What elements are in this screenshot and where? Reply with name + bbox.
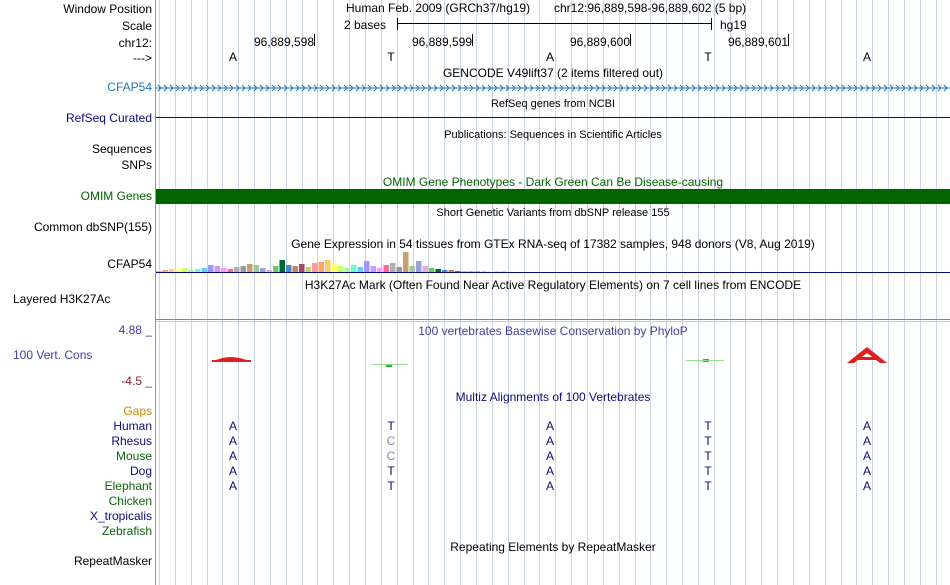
gtex-tissue-bar <box>494 271 500 272</box>
gtex-tissue-bar <box>390 263 396 272</box>
ref-base: A <box>545 50 554 64</box>
gtex-tissue-bar <box>364 261 370 272</box>
repeatmasker-track-title: Repeating Elements by RepeatMasker <box>450 540 656 554</box>
gtex-tissue-bar <box>293 266 299 272</box>
track-label-snps[interactable]: SNPs <box>121 158 152 172</box>
coord-tick-4 <box>788 34 789 46</box>
scale-bar-right-tick <box>711 18 712 30</box>
gtex-tissue-bar <box>208 265 214 272</box>
refseq-track-title: RefSeq genes from NCBI <box>490 98 616 110</box>
gtex-tissue-bar <box>195 269 201 272</box>
alignment-base: T <box>704 479 712 493</box>
gtex-tissue-bar <box>286 265 292 272</box>
gtex-tissue-bar <box>156 271 162 272</box>
alignment-base: T <box>387 419 395 433</box>
coord-label-1: 96,889,598 <box>253 35 314 49</box>
gtex-tissue-bar <box>176 270 182 272</box>
gtex-tissue-bar <box>410 266 416 272</box>
gtex-tissue-bar <box>247 264 253 272</box>
track-label-gaps[interactable]: Gaps <box>123 404 152 418</box>
publications-track-title: Publications: Sequences in Scientific Articles <box>444 129 662 141</box>
coord-label-4: 96,889,601 <box>727 35 788 49</box>
track-label-h3k27ac[interactable]: Layered H3K27Ac <box>13 292 111 306</box>
ref-base: T <box>387 50 395 64</box>
species-label-mouse[interactable]: Mouse <box>115 449 152 463</box>
window-position-label: Window Position <box>63 2 152 16</box>
alignment-base: A <box>862 464 871 478</box>
alignment-base: A <box>862 479 871 493</box>
alignment-base: C <box>386 434 396 448</box>
track-label-gtex[interactable]: CFAP54 <box>107 257 152 271</box>
alignment-base: T <box>704 434 712 448</box>
gtex-tissue-bar <box>403 252 409 272</box>
scale-text: 2 bases <box>344 18 387 32</box>
alignment-base: T <box>387 479 395 493</box>
gtex-tissue-bar <box>189 270 195 272</box>
phylop-track-title: 100 vertebrates Basewise Conservation by PhyloP <box>418 324 688 338</box>
gtex-tissue-bar <box>202 268 208 272</box>
coord-tick-3 <box>630 34 631 46</box>
track-label-refseq[interactable]: RefSeq Curated <box>65 111 152 125</box>
gtex-tissue-bar <box>397 267 403 272</box>
gtex-tissue-bar <box>169 269 175 272</box>
conservation-min-label: -4.5 _ <box>121 374 152 388</box>
alignment-base: A <box>228 464 237 478</box>
coord-label-2: 96,889,599 <box>411 35 472 49</box>
species-label-rhesus[interactable]: Rhesus <box>111 434 152 448</box>
gtex-tissue-bar <box>429 268 435 272</box>
alignment-base: T <box>387 464 395 478</box>
gtex-tissue-bar <box>182 268 188 272</box>
ref-base: A <box>862 50 871 64</box>
gtex-tissue-bar <box>234 267 240 272</box>
alignment-base: A <box>545 464 554 478</box>
gtex-tissue-bar <box>254 265 260 272</box>
alignment-base: A <box>545 434 554 448</box>
gtex-tissue-bar <box>384 265 390 272</box>
gtex-tissue-bar <box>215 266 221 272</box>
gtex-tissue-bar <box>462 271 468 272</box>
alignment-base: A <box>545 449 554 463</box>
gtex-tissue-bar <box>345 268 351 272</box>
alignment-base: A <box>545 419 554 433</box>
alignment-base: A <box>228 449 237 463</box>
alignment-base: A <box>862 434 871 448</box>
h3k27ac-track-title: H3K27Ac Mark (Often Found Near Active Regulatory Elements) on 7 cell lines from ENCODE <box>304 278 802 292</box>
omim-gene-feature[interactable] <box>156 189 950 204</box>
gtex-tissue-bar <box>260 268 266 272</box>
position-readout: chr12:96,889,598-96,889,602 (5 bp) <box>554 1 747 15</box>
scale-label: Scale <box>121 19 152 33</box>
gtex-tissue-bar <box>475 271 481 272</box>
species-label-dog[interactable]: Dog <box>129 464 152 478</box>
track-label-sequences[interactable]: Sequences <box>91 142 152 156</box>
phylop-peak-crossbar <box>855 357 879 360</box>
gtex-bars <box>156 252 506 272</box>
gtex-tissue-bar <box>228 269 234 272</box>
phylop-peak-base <box>212 360 251 362</box>
browser-track-image[interactable] <box>156 0 950 585</box>
alignment-base: A <box>862 449 871 463</box>
gtex-tissue-bar <box>267 270 273 272</box>
alignment-base: A <box>228 434 237 448</box>
alignment-base: T <box>704 464 712 478</box>
multiz-track-title: Multiz Alignments of 100 Vertebrates <box>455 390 651 404</box>
gtex-tissue-bar <box>358 267 364 272</box>
alignment-base: T <box>704 419 712 433</box>
gtex-tissue-bar <box>455 271 461 272</box>
gencode-track-title: GENCODE V49lift37 (2 items filtered out) <box>442 66 664 80</box>
gtex-tissue-bar <box>442 270 448 272</box>
alignment-base: A <box>862 419 871 433</box>
gtex-tissue-bar <box>338 266 344 272</box>
gtex-tissue-bar <box>371 266 377 272</box>
refseq-gene-feature[interactable] <box>156 117 950 118</box>
track-labels-sidebar <box>0 0 155 585</box>
species-label-chicken[interactable]: Chicken <box>108 494 152 508</box>
gtex-tissue-bar <box>416 261 422 272</box>
species-label-xtropicalis[interactable]: X_tropicalis <box>89 509 152 523</box>
h3k27ac-signal-line <box>156 319 950 320</box>
species-label-elephant[interactable]: Elephant <box>104 479 152 493</box>
alignment-base: A <box>228 419 237 433</box>
track-label-repeatmasker[interactable]: RepeatMasker <box>73 554 152 568</box>
gtex-tissue-bar <box>488 271 494 272</box>
gtex-tissue-bar <box>332 263 338 272</box>
phylop-conservation-plot[interactable] <box>156 340 950 370</box>
gtex-tissue-bar <box>273 266 279 272</box>
gtex-tissue-bar <box>325 260 331 272</box>
gtex-expression-chart[interactable] <box>156 250 950 274</box>
assembly-title: Human Feb. 2009 (GRCh37/hg19) <box>346 1 531 15</box>
gencode-gene-feature[interactable] <box>156 82 950 94</box>
gtex-tissue-bar <box>423 266 429 272</box>
gtex-tissue-bar <box>481 271 487 272</box>
gtex-tissue-bar <box>468 271 474 272</box>
gtex-tissue-bar <box>501 271 507 272</box>
track-label-gencode[interactable]: CFAP54 <box>107 80 152 94</box>
omim-track-title: OMIM Gene Phenotypes - Dark Green Can Be Disease-causing <box>382 175 724 189</box>
ref-base: A <box>228 50 237 64</box>
gtex-tissue-bar <box>436 269 442 272</box>
chr-label: chr12: <box>118 36 152 50</box>
coord-tick-1 <box>314 34 315 46</box>
coord-label-3: 96,889,600 <box>569 35 630 49</box>
alignment-base: T <box>704 449 712 463</box>
gtex-tissue-bar <box>319 262 325 272</box>
scale-bar-left-tick <box>397 18 398 30</box>
h3k27ac-baseline <box>156 321 950 322</box>
track-label-conservation[interactable]: 100 Vert. Cons <box>13 348 93 362</box>
gtex-tissue-bar <box>221 268 227 272</box>
ref-base: T <box>704 50 712 64</box>
strand-arrow-label: ---> <box>133 51 152 65</box>
gtex-tissue-bar <box>241 266 247 272</box>
scale-bar <box>397 23 711 24</box>
gtex-tissue-bar <box>449 270 455 272</box>
track-label-dbsnp[interactable]: Common dbSNP(155) <box>33 220 152 234</box>
gtex-tissue-bar <box>280 260 286 272</box>
gtex-tissue-bar <box>299 264 305 272</box>
gtex-tissue-bar <box>312 263 318 272</box>
gtex-tissue-bar <box>163 270 169 272</box>
gtex-track-title: Gene Expression in 54 tissues from GTEx RNA-seq of 17382 samples, 948 donors (V8, Aug 2019) <box>291 237 815 251</box>
track-label-omim[interactable]: OMIM Genes <box>80 189 152 203</box>
conservation-max-label: 4.88 _ <box>118 323 152 337</box>
phylop-peak-high <box>847 347 887 363</box>
species-label-human[interactable]: Human <box>113 419 152 433</box>
coord-tick-2 <box>472 34 473 46</box>
gtex-tissue-bar <box>377 268 383 272</box>
gtex-tissue-bar <box>306 267 312 272</box>
gtex-tissue-bar <box>351 265 357 272</box>
alignment-base: A <box>228 479 237 493</box>
alignment-base: C <box>386 449 396 463</box>
dbsnp-track-title: Short Genetic Variants from dbSNP release 155 <box>436 207 670 219</box>
scale-db: hg19 <box>720 18 747 32</box>
alignment-base: A <box>545 479 554 493</box>
species-label-zebrafish[interactable]: Zebrafish <box>101 524 152 538</box>
